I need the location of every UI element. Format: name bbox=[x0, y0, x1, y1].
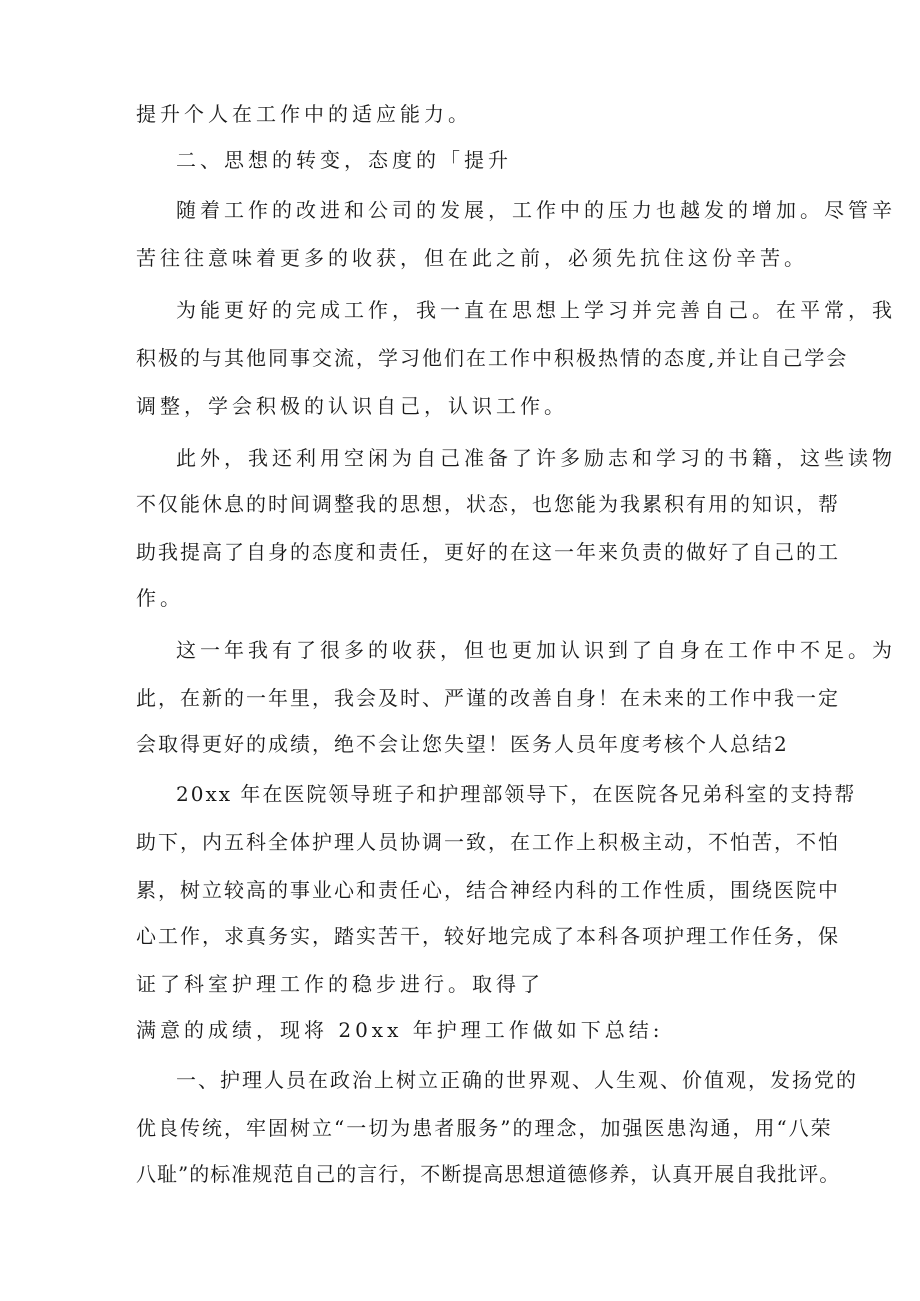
text-line: 累，树立较高的事业心和责任心，结合神经内科的工作性质，围绕医院中 bbox=[136, 878, 840, 902]
text-line: 不仅能休息的时间调整我的思想，状态，也您能为我累积有用的知识，帮 bbox=[136, 492, 840, 516]
text-line: 此外，我还利用空闲为自己准备了许多励志和学习的书籍，这些读物 bbox=[176, 446, 896, 470]
text-line: 提升个人在工作中的适应能力。 bbox=[136, 102, 472, 126]
text-line: 一、护理人员在政治上树立正确的世界观、人生观、价值观，发扬党的 bbox=[176, 1068, 858, 1092]
text-line: 随着工作的改进和公司的发展，工作中的压力也越发的增加。尽管辛 bbox=[176, 198, 896, 222]
text-line: 这一年我有了很多的收获，但也更加认识到了自身在工作中不足。为 bbox=[176, 638, 896, 662]
text-line: 助下，内五科全体护理人员协调一致，在工作上积极主动，不怕苦，不怕 bbox=[136, 830, 840, 854]
text-line: 心工作，求真务实，踏实苦干，较好地完成了本科各项护理工作任务，保 bbox=[136, 924, 840, 948]
text-line: 为能更好的完成工作，我一直在思想上学习并完善自己。在平常，我 bbox=[176, 298, 896, 322]
text-line: 苦往往意味着更多的收获，但在此之前，必须先抗住这份辛苦。 bbox=[136, 246, 808, 270]
text-line: 作。 bbox=[136, 586, 184, 610]
text-line: 会取得更好的成绩，绝不会让您失望！医务人员年度考核个人总结2 bbox=[136, 732, 789, 756]
text-line: 证了科室护理工作的稳步进行。取得了 bbox=[136, 972, 544, 996]
text-line: 调整，学会积极的认识自己，认识工作。 bbox=[136, 394, 568, 418]
text-line: 助我提高了自身的态度和责任，更好的在这一年来负责的做好了自己的工 bbox=[136, 540, 840, 564]
text-line: 优良传统，牢固树立“一切为患者服务”的理念，加强医患沟通，用“八荣 bbox=[136, 1116, 833, 1140]
text-line: 此，在新的一年里，我会及时、严谨的改善自身！在未来的工作中我一定 bbox=[136, 686, 840, 710]
text-line: 八耻”的标准规范自己的言行，不断提高思想道德修养，认真开展自我批评。 bbox=[136, 1162, 841, 1186]
text-line: 满意的成绩，现将 20xx 年护理工作做如下总结: bbox=[136, 1018, 664, 1042]
section-heading: 二、思想的转变，态度的「提升 bbox=[176, 148, 512, 172]
text-line: 积极的与其他同事交流，学习他们在工作中积极热情的态度,并让自己学会 bbox=[136, 346, 849, 370]
text-line: 20xx 年在医院领导班子和护理部领导下，在医院各兄弟科室的支持帮 bbox=[176, 782, 857, 806]
